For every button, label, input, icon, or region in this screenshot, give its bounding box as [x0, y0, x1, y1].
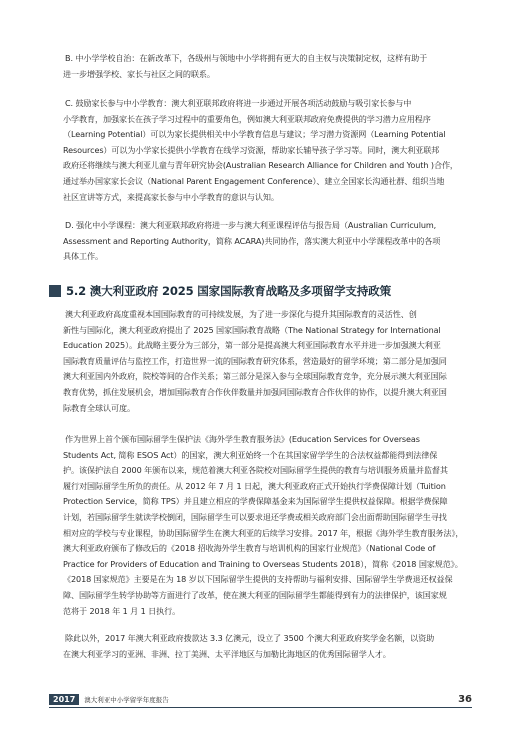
text-line: 新性与国际化，澳大利亚政府提出了 2025 国家国际教育战略（The National Strategy for International	[63, 324, 441, 335]
text-line: 范将于 2018 年 1 月 1 日执行。	[63, 605, 181, 616]
text-line: 际教育全球认可度。	[63, 402, 135, 413]
paragraph-parent-engagement	[63, 96, 463, 205]
paragraph-esos-act	[63, 432, 463, 619]
text-line: 履行对国际留学生所负的责任。从 2012 年 7 月 1 日起，澳大利亚政府正式开始执行学费保障计划（Tuition	[63, 480, 446, 491]
text-line: Resources）可以为小学家长提供小学教育在线学习资源，帮助家长辅导孩子学习等。同时，澳大利亚联邦	[63, 144, 440, 155]
text-line: 护。该保护法自 2000 年颁布以来，规范着澳大利亚各院校对国际留学生提供的教育与培训服务质量并监督其	[63, 465, 448, 476]
text-line: 进一步增强学校、家长与社区之间的联系。	[63, 68, 215, 79]
text-line: Education 2025）。此战略主要分为三部分，第一部分是提高澳大利亚国际教育水平并进一步加强澳大利亚	[63, 340, 441, 351]
section-heading-text: 5.2 澳大利亚政府 2025 国家国际教育战略及多项留学支持政策	[66, 284, 391, 298]
text-line: C. 鼓励家长参与中小学教育：澳大利亚联邦政府将进一步通过开展各项活动鼓励与吸引家长参与中	[65, 98, 412, 108]
footer-year-badge: 2017	[49, 694, 79, 705]
text-line: 小学教育，加强家长在孩子学习过程中的重要角色，例如澳大利亚联邦政府免费提供的学习潜力应用程序	[63, 113, 431, 124]
text-line: 计划，若国际留学生就读学校倒闭，国际留学生可以要求退还学费或相关政府部门会出面帮助国际留学生寻找	[63, 511, 447, 522]
text-line: 澳大利亚政府高度重视本国国际教育的可持续发展，为了进一步深化与提升其国际教育的灵活性、创	[65, 309, 417, 319]
text-line: （Learning Potential）可以为家长提供相关中小学教育信息与建议；学习潜力资源网（Learning Potential	[63, 129, 446, 140]
text-line: 国际教育质量评估与监控工作，打造世界一流的国际教育研究体系，营造最好的留学环境；第二部分是加强同	[63, 355, 447, 366]
paragraph-school-autonomy	[63, 51, 463, 82]
paragraph-national-strategy	[63, 307, 463, 416]
text-line: 在澳大利亚学习的亚洲、非洲、拉丁美洲、太平洋地区与加勒比海地区的优秀国际留学人才。	[63, 648, 391, 659]
heading-marker	[49, 285, 61, 297]
text-line: Students Act, 简称 ESOS Act）的国家，澳大利亚始终一个在其国家留学学生的合法权益都能得到法律保	[63, 449, 438, 460]
paragraph-curriculum	[63, 218, 463, 265]
text-line: 相对应的学校与专业课程，协助国际留学生在澳大利亚的后续学习安排。2017 年，根据《海外学生教育服务法》，	[63, 527, 463, 538]
page-number: 36	[458, 693, 472, 705]
text-line: Protection Service，简称 TPS）并且建立相应的学费保障基金来为国际留学生提供权益保障。根据学费保障	[63, 496, 448, 507]
text-line: 《2018 国家规范》主要是在为 18 岁以下国际留学生提供的支持帮助与福利安排、国际留学生学费退还权益保	[63, 574, 453, 585]
text-line: 澳大利亚国内外政府，院校等间的合作关系；第三部分是深入参与全球国际教育竞争，充分展示澳大利亚国际	[63, 371, 447, 382]
text-line: 障、国际留学生转学协助等方面进行了改革，使在澳大利亚的国际留学生都能得到有力的法律保护，该国家规	[63, 589, 447, 600]
text-line: Practice for Providers of Education and Training to Overseas Students 2018），简称《2018 国家规范》。	[63, 558, 463, 569]
text-line: 作为世界上首个颁布国际留学生保护法《海外学生教育服务法》(Education Services for Overseas	[65, 434, 420, 444]
text-line: 教育优势，抓住发展机会，增加国际教育合作伙伴数量并加强同国际教育合作伙伴的协作，以提升澳大利亚国	[63, 386, 447, 397]
section-heading	[49, 284, 469, 298]
footer-divider	[49, 707, 472, 708]
text-line: B. 中小学学校自治：在新改革下，各级州与领地中小学将拥有更大的自主权与决策制定权，这样有助于	[65, 53, 428, 63]
text-line: 社区宣讲等方式，来提高家长参与中小学教育的意识与认知。	[63, 191, 279, 202]
text-line: Assessment and Reporting Authority，简称 ACARA)共同协作，落实澳大利亚中小学课程改革中的各项	[63, 235, 441, 246]
paragraph-scholarships	[63, 631, 463, 662]
page-footer	[49, 693, 472, 705]
text-line: 具体工作。	[63, 251, 103, 262]
text-line: 除此以外，2017 年澳大利亚政府拨款达 3.3 亿澳元，设立了 3500 个澳大利亚政府奖学金名额，以资助	[65, 633, 435, 643]
text-line: 通过举办国家家长会议（National Parent Engagement Conference）、建立全国家长沟通社群、组织当地	[63, 175, 445, 186]
text-line: 政府还将继续与澳大利亚儿童与青年研究协会(Australian Research Alliance for Children and Youth )合作，	[63, 160, 458, 171]
text-line: D. 强化中小学课程：澳大利亚联邦政府将进一步与澳大利亚课程评估与报告局（Australian Curriculum,	[65, 220, 437, 230]
footer-report-title: 澳大利亚中小学留学年度报告	[84, 695, 169, 704]
text-line: 澳大利亚政府颁布了修改后的《2018 招收海外学生教育与培训机构的国家行业规范》（National Code of	[63, 543, 436, 554]
